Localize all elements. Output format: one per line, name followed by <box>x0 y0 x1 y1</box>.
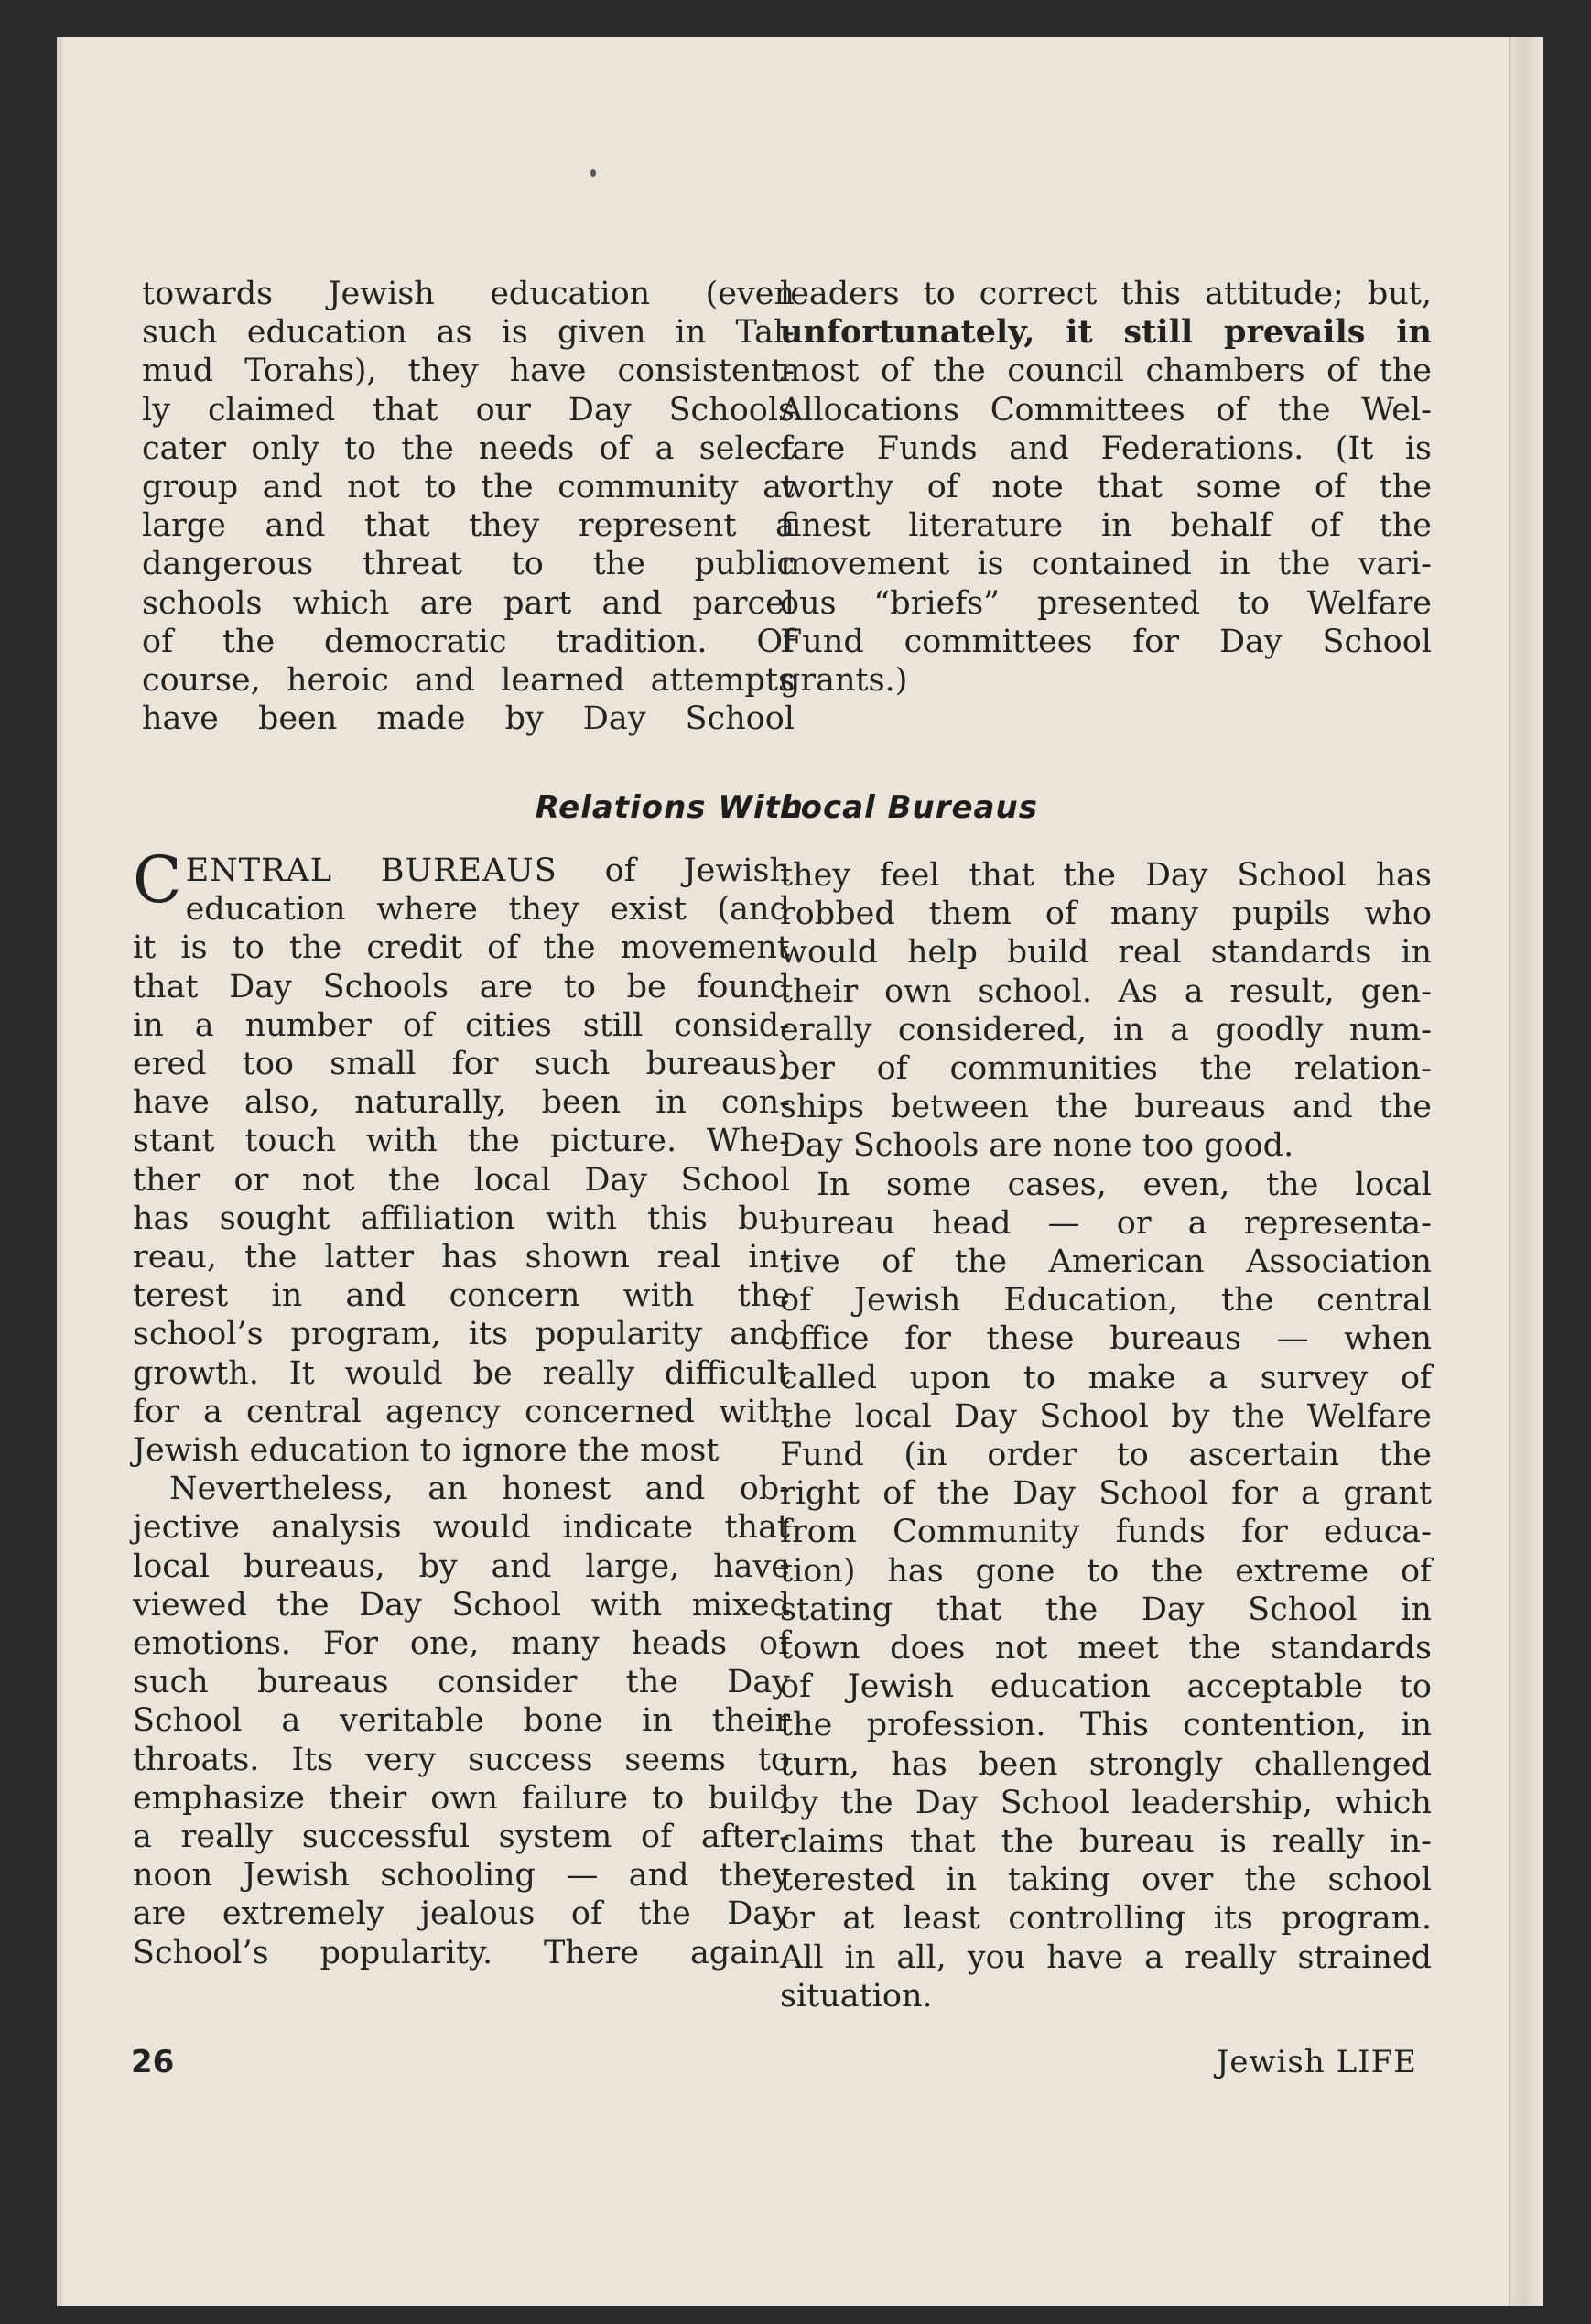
text-line: jective analysis would indicate that <box>133 1509 790 1547</box>
text-line: by the Day School leadership, which <box>780 1784 1432 1821</box>
text-line: In some cases, even, the local <box>817 1166 1432 1203</box>
text-line: of the democratic tradition. Of <box>142 623 795 660</box>
text-line: a really successful system of after- <box>133 1819 790 1856</box>
text-line: ther or not the local Day School <box>133 1161 790 1199</box>
text-line: course, heroic and learned attempts <box>142 662 795 700</box>
text-line: growth. It would be really difficult <box>133 1354 790 1392</box>
top-left-column <box>142 275 795 738</box>
text-line: Jewish education to ignore the most <box>133 1432 720 1470</box>
text-line: large and that they represent a <box>142 507 795 545</box>
text-line: schools which are part and parcel <box>142 584 795 622</box>
text-line: school’s program, its popularity and <box>133 1316 790 1353</box>
text-line: in a number of cities still consid- <box>133 1006 790 1044</box>
text-line: situation. <box>780 1977 933 2014</box>
text-line <box>133 852 790 890</box>
text-line: worthy of note that some of the <box>780 469 1432 506</box>
top-right-column <box>780 275 1432 700</box>
text-line: ous “briefs” presented to Welfare <box>780 584 1432 622</box>
text-line: cater only to the needs of a select <box>142 429 795 467</box>
magazine-title: Jewish LIFE <box>1216 2044 1417 2080</box>
text-line: office for these bureaus — when <box>780 1320 1432 1358</box>
text-line: the profession. This contention, in <box>780 1707 1432 1744</box>
text-line: viewed the Day School with mixed <box>133 1586 790 1624</box>
text-line: ly claimed that our Day Schools <box>142 391 795 429</box>
text-line: School’s popularity. There again, <box>133 1934 790 1971</box>
ink-speck <box>590 169 596 177</box>
text-line: has sought affiliation with this bu- <box>133 1200 790 1237</box>
bottom-right-column <box>780 856 1432 2015</box>
text-line: noon Jewish schooling — and they <box>133 1857 790 1895</box>
text-line: of Jewish Education, the central <box>780 1282 1432 1319</box>
text-line: of Jewish education acceptable to <box>780 1668 1432 1706</box>
text-line: town does not meet the standards <box>780 1630 1432 1667</box>
page-number: 26 <box>131 2044 175 2080</box>
section-heading-right: Local Bureaus <box>780 789 1038 826</box>
text-line: stating that the Day School in <box>780 1591 1432 1628</box>
text-line: group and not to the community at <box>142 469 795 506</box>
text-line: right of the Day School for a grant <box>780 1475 1432 1513</box>
text-line: School a veritable bone in their <box>133 1702 790 1740</box>
text-line: such bureaus consider the Day <box>133 1664 790 1701</box>
text-line: robbed them of many pupils who <box>780 896 1432 933</box>
lead-in-caps: ENTRAL BUREAUS <box>185 852 557 889</box>
text-line: the local Day School by the Welfare <box>780 1397 1432 1435</box>
text-line: tion) has gone to the extreme of <box>780 1552 1432 1590</box>
text-line: Allocations Committees of the Wel- <box>780 391 1432 429</box>
text-line: have also, naturally, been in con- <box>133 1084 790 1122</box>
text-line: stant touch with the picture. Whe- <box>133 1123 790 1160</box>
text-line: ber of communities the relation- <box>780 1050 1432 1088</box>
text-line: from Community funds for educa- <box>780 1514 1432 1551</box>
text-line: leaders to correct this attitude; but, <box>780 276 1432 312</box>
text-line: Fund committees for Day School <box>780 623 1432 660</box>
text-line: Fund (in order to ascertain the <box>780 1437 1432 1474</box>
text-line: called upon to make a survey of <box>780 1359 1432 1396</box>
text-line: terest in and concern with the <box>133 1277 790 1315</box>
lead-in-rest: of Jewish <box>557 852 790 889</box>
text-line: it is to the credit of the movement <box>133 929 790 967</box>
text-line: would help build real standards in <box>780 934 1432 972</box>
text-line: or at least controlling its program. <box>780 1900 1432 1938</box>
bottom-left-column <box>133 842 790 1972</box>
text-line: most of the council chambers of the <box>780 353 1432 390</box>
text-line: turn, has been strongly challenged <box>780 1745 1432 1783</box>
text-line: tive of the American Association <box>780 1243 1432 1281</box>
text-line: they feel that the Day School has <box>780 857 1432 894</box>
text-line: claims that the bureau is really in- <box>780 1823 1432 1861</box>
text-line: towards Jewish education (even <box>142 276 795 312</box>
section-heading-left: Relations With <box>535 789 804 826</box>
text-line: finest literature in behalf of the <box>780 507 1432 545</box>
text-line: erally considered, in a goodly num- <box>780 1011 1432 1048</box>
text-line: ships between the bureaus and the <box>780 1089 1432 1126</box>
text-line: for a central agency concerned with <box>133 1393 790 1430</box>
text-line: their own school. As a result, gen- <box>780 972 1432 1010</box>
text-line: bureau head — or a representa- <box>780 1204 1432 1242</box>
text-line: unfortunately, it still prevails in <box>780 313 1432 352</box>
text-line: such education as is given in Tal- <box>142 314 795 352</box>
text-line: reau, the latter has shown real in- <box>133 1239 790 1276</box>
text-line: local bureaus, by and large, have <box>133 1548 790 1585</box>
text-line: terested in taking over the school <box>780 1862 1432 1899</box>
text-line: ered too small for such bureaus) <box>133 1046 790 1083</box>
text-line: Day Schools are none too good. <box>780 1127 1294 1165</box>
text-line: education where they exist (and <box>185 891 790 929</box>
text-line: mud Torahs), they have consistent- <box>142 353 795 390</box>
text-line: are extremely jealous of the Day <box>133 1895 790 1933</box>
text-line: emphasize their own failure to build <box>133 1779 790 1817</box>
text-line: Nevertheless, an honest and ob- <box>169 1471 790 1508</box>
text-line: dangerous threat to the public <box>142 546 795 583</box>
next-page-edge <box>1509 37 1543 2306</box>
drop-cap: C <box>133 842 182 918</box>
text-line: emotions. For one, many heads of <box>133 1625 790 1663</box>
text-line: throats. Its very success seems to <box>133 1741 790 1778</box>
text-line: grants.) <box>780 662 908 700</box>
text-line: movement is contained in the vari- <box>780 546 1432 583</box>
text-line: that Day Schools are to be found <box>133 968 790 1005</box>
text-line: All in all, you have a really strained <box>780 1938 1432 1976</box>
text-line: have been made by Day School <box>142 700 795 738</box>
text-line: fare Funds and Federations. (It is <box>780 429 1432 467</box>
